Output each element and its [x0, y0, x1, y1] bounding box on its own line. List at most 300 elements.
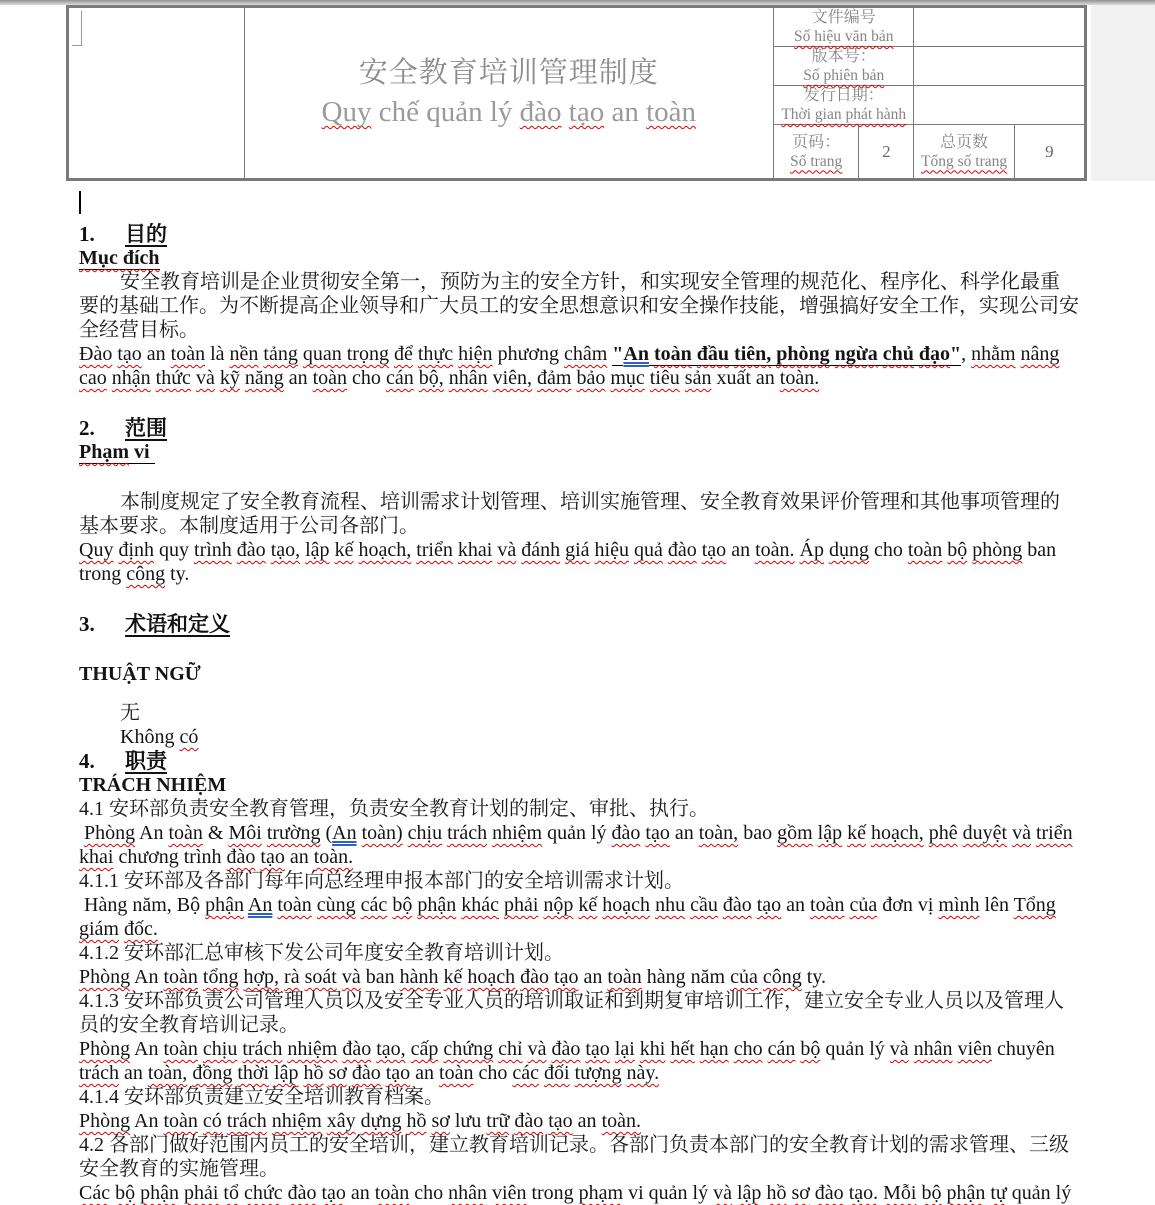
text-run: và — [341, 966, 361, 988]
text-run: khai — [457, 539, 493, 561]
text-run: đối — [544, 1062, 570, 1084]
text-run: bộ — [115, 1182, 136, 1204]
paragraph — [79, 538, 1079, 586]
paragraph — [79, 342, 1079, 390]
text-run: lập — [274, 1062, 299, 1084]
text-run: tạo. — [848, 1182, 879, 1204]
paragraph — [79, 965, 1079, 989]
text-run: toàn — [646, 96, 697, 128]
text-run: ban — [360, 966, 400, 988]
text-run: đào — [519, 96, 562, 128]
label-vi: Tổng số trang — [921, 152, 1008, 170]
blank-line — [79, 464, 1079, 490]
text-run: tạo — [548, 1110, 573, 1132]
text-run: tạo — [260, 846, 285, 868]
text-run: lưu — [449, 1110, 487, 1132]
blank-line — [79, 686, 1079, 701]
text-run: 4.1.2 安环部汇总审核下发公司年度安全教育培训计划。 — [79, 942, 564, 964]
text-run: kế — [847, 822, 866, 844]
text-run: khai — [79, 846, 114, 868]
text-run: nhiệm — [287, 1038, 338, 1060]
text-run: " — [950, 343, 962, 365]
text-run: tạo — [585, 1038, 610, 1060]
text-run: toàn — [607, 966, 642, 988]
text-run — [830, 343, 835, 366]
version-value — [914, 47, 1086, 86]
text-run: " — [612, 343, 624, 365]
text-run: Đào — [79, 343, 113, 365]
text-run: đào — [351, 1062, 381, 1084]
text-run: quan trọng — [302, 343, 389, 365]
text-run: cán — [767, 1038, 796, 1060]
paragraph — [79, 1109, 1079, 1133]
text-run: an — [118, 1062, 148, 1084]
section-heading-text: 职责 — [125, 749, 167, 773]
text-run: 本制度规定了安全教育流程、培训需求计划管理、培训实施管理、安全教育效果评价管理和其他事项管理的基本要求。本制度适用于公司各部门。 — [79, 491, 1060, 537]
text-run: đào — [342, 1038, 372, 1060]
text-run: nhân — [448, 367, 488, 389]
text-run: hết — [670, 1038, 695, 1060]
section-number: 1. — [79, 222, 95, 246]
text-run: toàn — [163, 1110, 198, 1132]
text-run: THUẬT NGỮ — [79, 663, 201, 685]
text-run: và — [497, 539, 517, 561]
text-run: lại — [614, 1038, 635, 1060]
text-run: hiệu — [594, 539, 629, 561]
document-title-vi — [245, 92, 774, 132]
text-run: Các — [79, 1182, 111, 1204]
text-run: toàn — [163, 1038, 198, 1060]
text-run: cầu — [690, 894, 718, 916]
paragraph — [79, 1037, 1079, 1085]
text-run: phương — [492, 343, 564, 365]
text-run: an — [284, 846, 314, 868]
text-run: mục — [610, 367, 645, 389]
text-run: nhân — [913, 1038, 953, 1060]
text-run: bộ — [947, 539, 968, 561]
text-run: soát — [304, 966, 337, 988]
text-run: nhận — [111, 367, 151, 389]
label-zh: 文件编号 — [811, 9, 876, 26]
text-run: An — [623, 343, 649, 365]
text-run: An — [130, 1038, 164, 1060]
doc-number-value — [914, 7, 1086, 47]
text-run: toàn — [653, 343, 692, 365]
text-run: chương trình — [113, 846, 227, 868]
text-run: tiêu — [649, 367, 680, 389]
text-run: tạo — [554, 966, 579, 988]
text-run: trường — [266, 822, 321, 844]
text-run: đào — [667, 539, 697, 561]
text-run: cho — [347, 367, 386, 389]
text-run: và — [713, 1182, 732, 1204]
text-run: & — [202, 822, 229, 844]
text-run: 4.1.3 安环部负责公司管理人员以及安全专业人员的培训取证和到期复审培训工作，建立安全专业人员以及管理人员的安全教育培训记录。 — [79, 990, 1064, 1036]
text-run: hồ — [303, 1062, 324, 1084]
document-body[interactable] — [79, 222, 1079, 1205]
empty-frame-marker — [72, 11, 82, 46]
text-run: gồm — [777, 822, 813, 844]
label-zh: 页码： — [792, 133, 841, 151]
paragraph — [79, 1085, 1079, 1109]
text-run: duyệt — [962, 822, 1008, 844]
text-run: an — [572, 1110, 602, 1132]
text-run: cho — [733, 1038, 763, 1060]
paragraph — [79, 490, 1079, 538]
text-run: TRÁCH NHIỆM — [79, 774, 227, 796]
text-run: Tổng — [1013, 894, 1056, 916]
text-run: 4.2 各部门做好范围内员工的安全培训，建立教育培训记录。各部门负责本部门的安全教育计划的需求管理、三级安全教育的实施管理。 — [79, 1134, 1069, 1180]
text-run: phận — [205, 894, 244, 916]
section-heading-text: 范围 — [125, 416, 167, 440]
text-run: lập — [305, 539, 330, 561]
text-run: an — [578, 966, 608, 988]
text-run: trách — [79, 1062, 119, 1084]
text-run: an — [345, 1182, 375, 1204]
text-run: đào — [514, 1110, 544, 1132]
paragraph — [79, 725, 1079, 749]
text-run: toàn — [168, 822, 203, 844]
text-run: tạo — [321, 1182, 346, 1204]
text-run: của — [730, 966, 758, 988]
text-run: nâng — [1020, 343, 1060, 365]
text-run: sản — [684, 367, 712, 389]
text-run: phải — [503, 894, 539, 916]
paragraph — [79, 893, 1079, 941]
label-vi: Số hiệu văn bản — [794, 28, 894, 45]
page-number-label — [774, 125, 859, 180]
text-run: tổ — [223, 1182, 239, 1204]
text-run: an — [410, 1062, 440, 1084]
section-heading-text: 术语和定义 — [125, 612, 230, 636]
text-run: quy — [154, 539, 195, 561]
title-cell — [244, 7, 774, 180]
text-run: đạo — [918, 343, 950, 365]
text-run: Môi — [228, 822, 262, 844]
text-run: ty. — [165, 563, 190, 585]
text-run: cho — [473, 1062, 513, 1084]
text-run: quả — [633, 539, 663, 561]
text-run: An — [247, 894, 273, 916]
doc-number-label — [774, 7, 914, 47]
text-run: lập — [737, 1182, 762, 1204]
text-run: nhiệm — [492, 822, 543, 844]
text-run: sơ — [431, 1110, 450, 1132]
section-heading — [79, 222, 1079, 246]
text-run: tự — [990, 1182, 1007, 1204]
text-run: hoạch — [467, 966, 516, 988]
label-zh: 版本号： — [811, 48, 876, 65]
paragraph — [79, 821, 1079, 869]
document-header-table — [66, 5, 1087, 181]
text-run: Phòng — [79, 1110, 131, 1132]
text-run: toàn — [277, 894, 312, 916]
text-run: Phạm — [79, 441, 129, 463]
text-run: và — [527, 1038, 547, 1060]
text-run: quản lý — [542, 822, 612, 844]
paragraph — [79, 797, 1079, 821]
text-run: dụng — [828, 539, 869, 561]
text-run: toàn — [170, 343, 206, 365]
text-run: Quy — [79, 539, 114, 561]
total-pages-value: 9 — [1014, 125, 1085, 180]
text-run: toàn) — [361, 822, 403, 844]
text-run: kế — [578, 894, 598, 916]
text-run: rà — [284, 966, 300, 988]
text-run: dựng — [360, 1110, 402, 1132]
paragraph — [79, 869, 1079, 893]
text-run: tạo — [756, 894, 782, 916]
text-run: bộ — [921, 1182, 942, 1204]
text-run: phòng — [972, 539, 1023, 561]
text-run: tạo — [568, 96, 605, 128]
text-run: khác — [461, 894, 499, 916]
text-run: đào — [287, 1182, 317, 1204]
text-run: viên — [957, 1038, 992, 1060]
paragraph — [79, 662, 1079, 686]
text-run: an — [726, 539, 756, 561]
text-run: để — [393, 343, 413, 365]
text-run: Áp — [799, 539, 824, 561]
page-number-value: 2 — [859, 125, 914, 180]
text-run: An — [130, 1110, 164, 1132]
text-run: thời — [237, 1062, 270, 1084]
paragraph — [79, 440, 1079, 464]
text-run: khi — [639, 1038, 666, 1060]
blank-line — [79, 636, 1079, 662]
text-run: Mỗi — [883, 1182, 917, 1204]
text-run: an — [669, 822, 699, 844]
text-run: triển — [1035, 822, 1073, 844]
text-run: của — [849, 894, 878, 916]
text-run: Phòng — [84, 822, 136, 844]
section-number: 2. — [79, 416, 95, 440]
text-run: 4.1.4 安环部负责建立安全培训教育档案。 — [79, 1086, 444, 1108]
text-run: chịu — [407, 822, 443, 844]
text-run: toàn — [907, 539, 943, 561]
text-run: lập — [817, 822, 843, 844]
text-run: cùng — [316, 894, 356, 916]
text-run: toàn, — [698, 822, 739, 844]
text-run: toàn, — [147, 1062, 188, 1084]
text-run: xuất an — [711, 367, 780, 389]
text-run: hoạch, — [870, 822, 924, 844]
text-run: chủ — [882, 343, 914, 365]
issue-date-value — [914, 86, 1086, 125]
label-vi: Số phiên bản — [803, 67, 885, 84]
text-run: chỉ — [498, 1038, 523, 1060]
text-run: phải — [183, 1182, 219, 1204]
text-run: cán — [385, 367, 414, 389]
text-run: cho — [409, 1182, 449, 1204]
text-run: và — [889, 1038, 909, 1060]
text-run: năng — [244, 367, 284, 389]
text-run: đào — [611, 822, 641, 844]
text-run: có — [202, 1110, 222, 1132]
text-run: chế quản lý — [371, 96, 520, 128]
text-run: tạo, — [376, 1038, 406, 1060]
text-run: triển — [416, 539, 453, 561]
text-run: và — [1012, 822, 1031, 844]
text-run: nhu — [655, 894, 686, 916]
total-pages-label — [914, 125, 1014, 180]
text-run: cho — [868, 539, 908, 561]
text-run: hợp, — [243, 966, 280, 988]
paragraph — [79, 246, 1079, 270]
text-run: toàn — [163, 966, 198, 988]
text-run: hoạch — [602, 894, 651, 916]
text-run: an — [604, 96, 647, 128]
section-heading — [79, 749, 1079, 773]
text-run: mình — [938, 894, 980, 916]
text-run: An — [135, 822, 169, 844]
text-run: định — [118, 539, 155, 561]
text-run: hồ — [406, 1110, 427, 1132]
text-run: toàn. — [755, 539, 795, 561]
text-run: đào — [722, 894, 752, 916]
text-run: chứng — [443, 1038, 494, 1060]
text-run: an — [141, 343, 171, 365]
text-run: 4.1 安环部负责安全教育管理，负责安全教育计划的制定、审批、执行。 — [79, 798, 709, 820]
text-run: phê — [928, 822, 958, 844]
text-run: ( — [320, 822, 333, 844]
section-number: 3. — [79, 612, 95, 636]
text-run: 安全教育培训是企业贯彻安全第一，预防为主的安全方针，和实现安全管理的规范化、程序化、科学化最重要的基础工作。为不断提高企业领导和广大员工的安全思想意识和安全操作技能，增强搞好安全工作，实现公司安全经营目标。 — [79, 271, 1079, 341]
text-run: phận — [140, 1182, 179, 1204]
text-run: tảng — [263, 343, 298, 365]
section-heading-text: 目的 — [125, 222, 167, 246]
text-run: nhân — [448, 1182, 488, 1204]
text-run: quản lý — [1006, 1182, 1072, 1204]
text-run: tượng — [574, 1062, 622, 1084]
blank-line — [79, 586, 1079, 612]
text-run: các — [512, 1062, 539, 1084]
logo-cell — [68, 7, 245, 180]
text-run: phận — [946, 1182, 986, 1204]
text-run: 4.1.1 安环部及各部门每年向总经理申报本部门的安全培训需求计划。 — [79, 870, 684, 892]
text-run: toàn. — [779, 367, 820, 389]
text-run: chức — [243, 1182, 283, 1204]
text-run: Quy — [321, 96, 372, 128]
text-run: trách — [447, 822, 488, 844]
section-heading — [79, 416, 1079, 440]
text-run: xây — [326, 1110, 356, 1132]
text-run: kế — [334, 539, 354, 561]
label-zh: 总页数 — [940, 133, 989, 151]
text-run: bảo — [576, 367, 606, 389]
text-run: toàn. — [601, 1110, 641, 1132]
text-run: hàng năm — [641, 966, 731, 988]
text-run: chịu — [202, 1038, 238, 1060]
paragraph — [79, 773, 1079, 797]
text-run: kế — [443, 966, 463, 988]
text-run: là — [205, 343, 230, 365]
text-run: trách — [226, 1110, 267, 1132]
text-run: Phòng — [79, 1038, 131, 1060]
text-run: vi — [129, 441, 155, 463]
text-run: trình — [194, 539, 232, 561]
document-title-zh: 安全教育培训管理制度 — [358, 57, 659, 89]
section-heading — [79, 612, 1079, 636]
text-run: vi quản lý — [623, 1182, 714, 1204]
text-run: tạo, — [270, 539, 301, 561]
paragraph — [79, 1133, 1079, 1181]
text-run: tạo — [385, 1062, 411, 1084]
text-run: Không — [120, 726, 180, 748]
section-number: 4. — [79, 749, 95, 773]
text-run: đào — [814, 1182, 844, 1204]
text-run: Phòng — [79, 966, 131, 988]
text-run: toàn — [312, 367, 348, 389]
blank-line — [79, 390, 1079, 416]
text-run: này. — [626, 1062, 660, 1084]
text-run: hành — [399, 966, 439, 988]
paragraph — [79, 701, 1079, 725]
text-run: tạo — [645, 822, 670, 844]
text-run: công — [762, 966, 802, 988]
text-run: các — [360, 894, 388, 916]
text-run: toàn — [810, 894, 845, 916]
text-run: viên — [492, 1182, 527, 1204]
text-run: bộ — [392, 894, 413, 916]
label-vi: Số trang — [790, 152, 843, 170]
text-run: bộ, — [418, 367, 444, 389]
version-label — [774, 47, 914, 86]
text-run: đốc. — [124, 918, 158, 940]
paragraph — [79, 1181, 1079, 1205]
text-run: An — [332, 822, 357, 844]
text-run: thực — [417, 343, 454, 365]
text-run: toàn — [439, 1062, 474, 1084]
paragraph — [79, 941, 1079, 965]
text-run: ty. — [801, 966, 827, 988]
text-run: sơ — [791, 1182, 810, 1204]
text-run: Mục đích — [79, 247, 160, 269]
text-run: trong — [526, 1182, 579, 1204]
text-run: chuyên — [992, 1038, 1055, 1060]
text-run: và — [195, 367, 215, 389]
text-run: viên, — [492, 367, 533, 389]
text-run: An — [130, 966, 164, 988]
paragraph — [79, 270, 1079, 342]
text-run: tạo — [117, 343, 142, 365]
text-run: Hàng năm, Bộ — [84, 894, 206, 916]
text-run: nộp — [543, 894, 574, 916]
text-run: đào — [551, 1038, 581, 1060]
text-run: sơ — [328, 1062, 347, 1084]
text-run: cấp — [410, 1038, 439, 1060]
text-run: nhiệm — [271, 1110, 322, 1132]
text-run: ngừa — [834, 343, 878, 365]
text-run: đảm — [537, 367, 572, 389]
text-run: có — [179, 726, 199, 748]
page-right-margin-area — [1091, 5, 1155, 181]
text-run: quản lý — [820, 1038, 890, 1060]
text-run: phận — [417, 894, 457, 916]
text-run: tiên, — [734, 343, 772, 365]
text-run: bộ — [800, 1038, 821, 1060]
text-run: công — [126, 563, 166, 585]
text-cursor[interactable] — [79, 191, 81, 214]
text-run: an — [781, 894, 811, 916]
text-run: đồng — [192, 1062, 233, 1084]
text-run: trách — [242, 1038, 283, 1060]
text-run: đào — [520, 966, 550, 988]
text-run: phòng — [776, 343, 830, 365]
text-run: lên — [979, 894, 1014, 916]
text-run: giám — [79, 918, 119, 940]
issue-date-label — [774, 86, 914, 125]
